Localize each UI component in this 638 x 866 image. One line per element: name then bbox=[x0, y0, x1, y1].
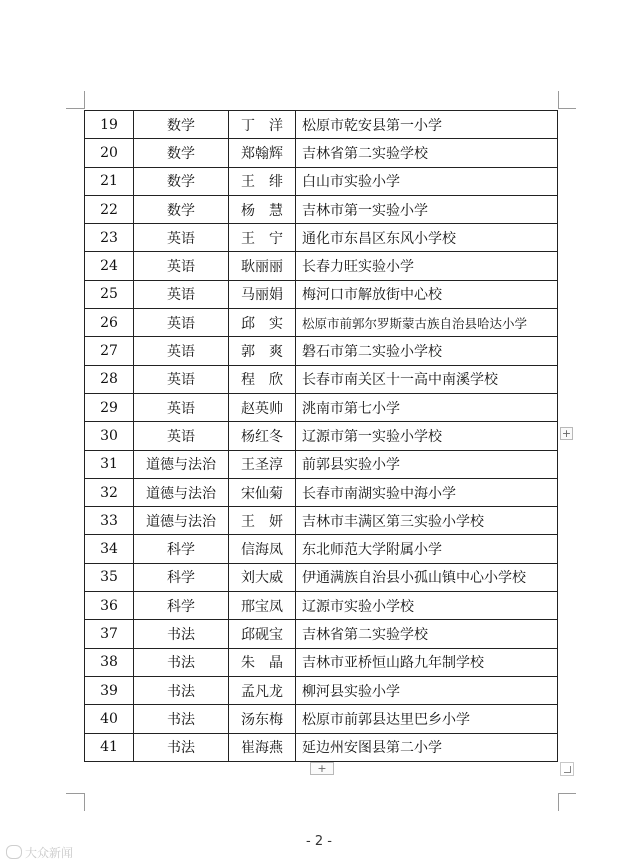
school-cell: 东北师范大学附属小学 bbox=[296, 535, 558, 563]
table-row bbox=[85, 280, 558, 308]
school-cell: 辽源市实验小学校 bbox=[296, 592, 558, 620]
teacher-name-cell: 王 绯 bbox=[229, 167, 296, 195]
subject-cell: 科学 bbox=[134, 563, 229, 591]
subject-cell: 英语 bbox=[134, 337, 229, 365]
add-column-button[interactable]: + bbox=[561, 427, 572, 440]
subject-cell: 书法 bbox=[134, 620, 229, 648]
school-cell: 吉林市亚桥恒山路九年制学校 bbox=[296, 648, 558, 676]
page-number: - 2 - bbox=[306, 834, 332, 849]
table-row bbox=[85, 139, 558, 167]
row-number-cell: 27 bbox=[85, 337, 134, 365]
table-row bbox=[85, 450, 558, 478]
table-row bbox=[85, 705, 558, 733]
school-cell: 吉林省第二实验学校 bbox=[296, 620, 558, 648]
teacher-name-cell: 邱 实 bbox=[229, 309, 296, 337]
teacher-name-cell: 郭 爽 bbox=[229, 337, 296, 365]
subject-cell: 数学 bbox=[134, 167, 229, 195]
crop-mark-top-left-v bbox=[84, 91, 85, 109]
teacher-name-cell: 孟凡龙 bbox=[229, 676, 296, 704]
row-number-cell: 35 bbox=[85, 563, 134, 591]
school-cell: 柳河县实验小学 bbox=[296, 676, 558, 704]
teacher-name-cell: 王圣淳 bbox=[229, 450, 296, 478]
row-number-cell: 41 bbox=[85, 733, 134, 761]
subject-cell: 书法 bbox=[134, 705, 229, 733]
subject-cell: 英语 bbox=[134, 224, 229, 252]
crop-mark-bottom-left-h bbox=[66, 793, 84, 794]
watermark-logo-icon bbox=[6, 845, 22, 859]
table-row bbox=[85, 676, 558, 704]
table-row bbox=[85, 648, 558, 676]
table-row bbox=[85, 365, 558, 393]
crop-mark-top-right-h bbox=[558, 108, 576, 109]
row-number-cell: 38 bbox=[85, 648, 134, 676]
row-number-cell: 37 bbox=[85, 620, 134, 648]
teacher-name-cell: 马丽娟 bbox=[229, 280, 296, 308]
subject-cell: 数学 bbox=[134, 195, 229, 223]
teacher-name-cell: 王 妍 bbox=[229, 507, 296, 535]
subject-cell: 道德与法治 bbox=[134, 507, 229, 535]
crop-mark-top-right-v bbox=[558, 91, 559, 109]
table-row bbox=[85, 195, 558, 223]
table-row bbox=[85, 309, 558, 337]
teacher-name-cell: 王 宁 bbox=[229, 224, 296, 252]
subject-cell: 数学 bbox=[134, 111, 229, 139]
row-number-cell: 34 bbox=[85, 535, 134, 563]
table-row bbox=[85, 563, 558, 591]
row-number-cell: 36 bbox=[85, 592, 134, 620]
teacher-name-cell: 朱 晶 bbox=[229, 648, 296, 676]
school-cell: 磐石市第二实验小学校 bbox=[296, 337, 558, 365]
school-cell: 松原市乾安县第一小学 bbox=[296, 111, 558, 139]
school-cell: 辽源市第一实验小学校 bbox=[296, 422, 558, 450]
subject-cell: 道德与法治 bbox=[134, 478, 229, 506]
row-number-cell: 23 bbox=[85, 224, 134, 252]
subject-cell: 英语 bbox=[134, 365, 229, 393]
teacher-name-cell: 程 欣 bbox=[229, 365, 296, 393]
table-row bbox=[85, 393, 558, 421]
subject-cell: 道德与法治 bbox=[134, 450, 229, 478]
teacher-name-cell: 汤东梅 bbox=[229, 705, 296, 733]
row-number-cell: 32 bbox=[85, 478, 134, 506]
school-cell: 吉林省第二实验学校 bbox=[296, 139, 558, 167]
row-number-cell: 33 bbox=[85, 507, 134, 535]
teacher-name-cell: 刘大威 bbox=[229, 563, 296, 591]
school-cell: 前郭县实验小学 bbox=[296, 450, 558, 478]
roster-table-body bbox=[85, 111, 558, 762]
school-cell: 吉林市第一实验小学 bbox=[296, 195, 558, 223]
row-number-cell: 30 bbox=[85, 422, 134, 450]
subject-cell: 书法 bbox=[134, 733, 229, 761]
subject-cell: 科学 bbox=[134, 592, 229, 620]
table-resize-handle[interactable] bbox=[560, 762, 574, 776]
subject-cell: 书法 bbox=[134, 648, 229, 676]
subject-cell: 数学 bbox=[134, 139, 229, 167]
crop-mark-bottom-left-v bbox=[84, 793, 85, 811]
table-row bbox=[85, 478, 558, 506]
teacher-name-cell: 杨 慧 bbox=[229, 195, 296, 223]
subject-cell: 英语 bbox=[134, 422, 229, 450]
row-number-cell: 39 bbox=[85, 676, 134, 704]
teacher-name-cell: 邱砚宝 bbox=[229, 620, 296, 648]
teacher-name-cell: 丁 洋 bbox=[229, 111, 296, 139]
school-cell: 延边州安图县第二小学 bbox=[296, 733, 558, 761]
crop-mark-top-left-h bbox=[66, 108, 84, 109]
table-row bbox=[85, 733, 558, 761]
table-row bbox=[85, 422, 558, 450]
table-row bbox=[85, 535, 558, 563]
row-number-cell: 31 bbox=[85, 450, 134, 478]
subject-cell: 英语 bbox=[134, 309, 229, 337]
school-cell: 吉林市丰满区第三实验小学校 bbox=[296, 507, 558, 535]
row-number-cell: 26 bbox=[85, 309, 134, 337]
crop-mark-bottom-right-v bbox=[558, 793, 559, 811]
subject-cell: 书法 bbox=[134, 676, 229, 704]
teacher-name-cell: 信海凤 bbox=[229, 535, 296, 563]
table-row bbox=[85, 167, 558, 195]
school-cell: 伊通满族自治县小孤山镇中心小学校 bbox=[296, 563, 558, 591]
table-row bbox=[85, 337, 558, 365]
school-cell: 洮南市第七小学 bbox=[296, 393, 558, 421]
school-cell: 通化市东昌区东风小学校 bbox=[296, 224, 558, 252]
school-cell: 梅河口市解放街中心校 bbox=[296, 280, 558, 308]
watermark-text: 大众新闻 bbox=[25, 846, 74, 860]
teacher-name-cell: 郑翰辉 bbox=[229, 139, 296, 167]
teacher-name-cell: 宋仙菊 bbox=[229, 478, 296, 506]
teacher-name-cell: 赵英帅 bbox=[229, 393, 296, 421]
table-row bbox=[85, 252, 558, 280]
subject-cell: 科学 bbox=[134, 535, 229, 563]
subject-cell: 英语 bbox=[134, 393, 229, 421]
subject-cell: 英语 bbox=[134, 252, 229, 280]
row-number-cell: 24 bbox=[85, 252, 134, 280]
row-number-cell: 20 bbox=[85, 139, 134, 167]
roster-table bbox=[84, 110, 558, 762]
table-row bbox=[85, 111, 558, 139]
table-row bbox=[85, 224, 558, 252]
school-cell: 松原市前郭县达里巴乡小学 bbox=[296, 705, 558, 733]
crop-mark-bottom-right-h bbox=[558, 793, 576, 794]
school-cell: 长春力旺实验小学 bbox=[296, 252, 558, 280]
table-row bbox=[85, 507, 558, 535]
school-cell: 松原市前郭尔罗斯蒙古族自治县哈达小学 bbox=[296, 309, 558, 337]
school-cell: 白山市实验小学 bbox=[296, 167, 558, 195]
add-row-button[interactable]: + bbox=[310, 762, 334, 775]
teacher-name-cell: 杨红冬 bbox=[229, 422, 296, 450]
table-row bbox=[85, 592, 558, 620]
school-cell: 长春市南关区十一高中南溪学校 bbox=[296, 365, 558, 393]
row-number-cell: 22 bbox=[85, 195, 134, 223]
teacher-name-cell: 邢宝凤 bbox=[229, 592, 296, 620]
school-cell: 长春市南湖实验中海小学 bbox=[296, 478, 558, 506]
row-number-cell: 25 bbox=[85, 280, 134, 308]
subject-cell: 英语 bbox=[134, 280, 229, 308]
row-number-cell: 19 bbox=[85, 111, 134, 139]
row-number-cell: 40 bbox=[85, 705, 134, 733]
teacher-name-cell: 崔海燕 bbox=[229, 733, 296, 761]
row-number-cell: 28 bbox=[85, 365, 134, 393]
table-row bbox=[85, 620, 558, 648]
row-number-cell: 21 bbox=[85, 167, 134, 195]
row-number-cell: 29 bbox=[85, 393, 134, 421]
watermark bbox=[6, 844, 73, 861]
teacher-name-cell: 耿丽丽 bbox=[229, 252, 296, 280]
